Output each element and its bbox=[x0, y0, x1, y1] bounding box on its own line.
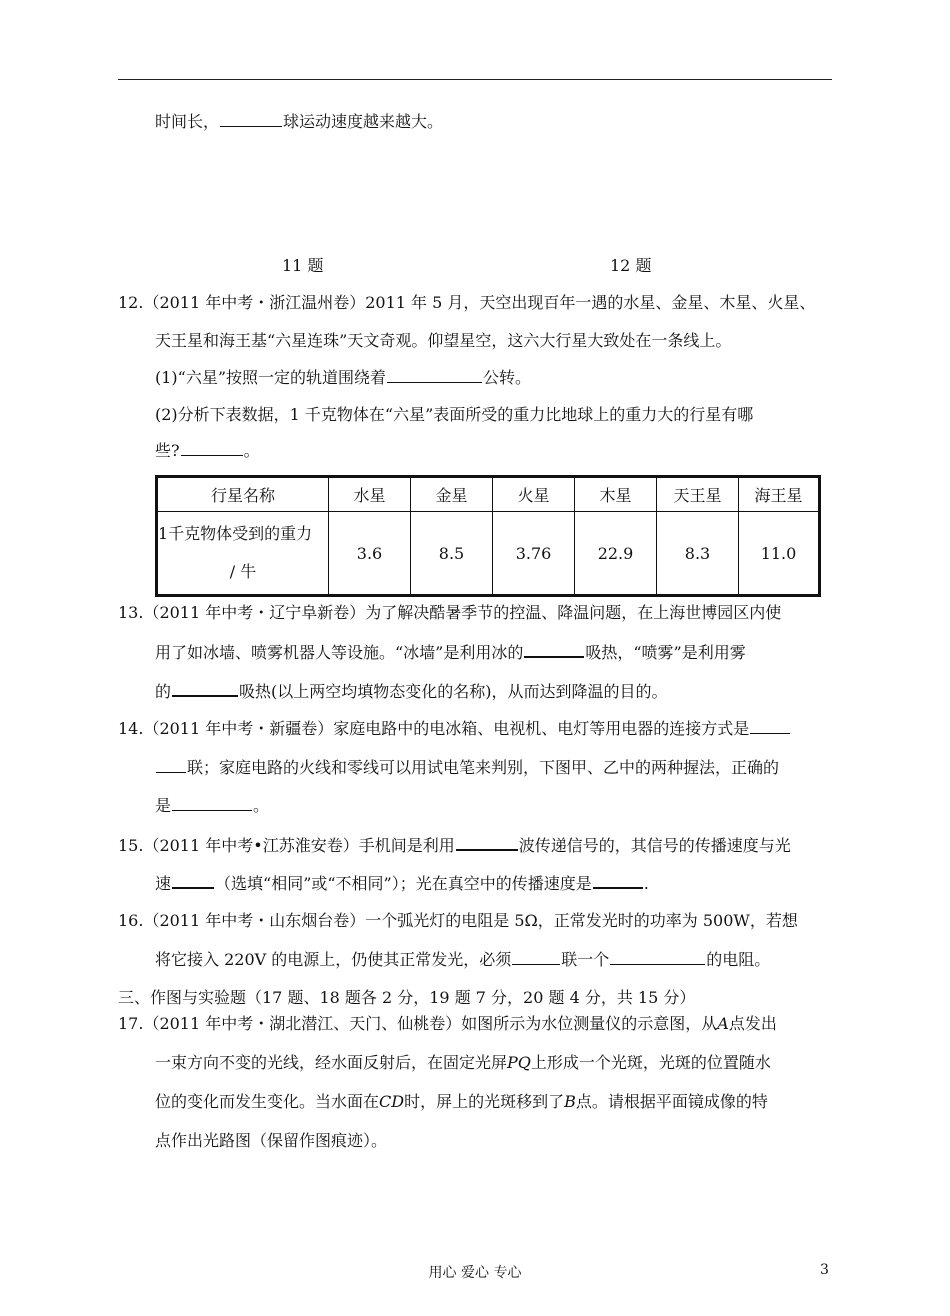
table-cell: 3.6 bbox=[329, 512, 411, 596]
table-cell: 22.9 bbox=[575, 512, 657, 596]
q17-line-1: 17.（2011 年中考・湖北潜江、天门、仙桃卷）如图所示为水位测量仪的示意图，从A点发出 bbox=[118, 1014, 777, 1033]
planet-gravity-table bbox=[155, 475, 821, 597]
q14-line-3: 是 。 bbox=[155, 796, 270, 815]
q15-line-2: 速 （选填“相同”或“不相同”）；光在真空中的传播速度是 . bbox=[155, 874, 649, 893]
table-row bbox=[157, 512, 820, 596]
answer-blank[interactable] bbox=[750, 719, 790, 734]
answer-blank[interactable] bbox=[512, 950, 560, 965]
answer-blank[interactable] bbox=[610, 950, 705, 965]
q12-part-2-line-2: 些? 。 bbox=[155, 441, 260, 460]
q17-line-3: 位的变化而发生变化。当水面在CD时，屏上的光斑移到了B点。请根据平面镜成像的特 bbox=[155, 1092, 768, 1111]
figure-caption-12: 12 题 bbox=[610, 256, 652, 275]
q17-line-4: 点作出光路图（保留作图痕迹）。 bbox=[155, 1131, 388, 1150]
answer-blank[interactable] bbox=[456, 835, 518, 851]
table-header-cell: 天王星 bbox=[657, 477, 739, 512]
table-cell: 8.3 bbox=[657, 512, 739, 596]
q12-line-1: 12.（2011 年中考・浙江温州卷）2011 年 5 月，天空出现百年一遇的水星、金星、木星、火星、 bbox=[118, 293, 816, 312]
table-header-cell: 木星 bbox=[575, 477, 657, 512]
table-header-cell: 行星名称 bbox=[157, 477, 329, 512]
q12-line-2: 天王星和海王基“六星连珠”天文奇观。仰望星空，这六大行星大致处在一条线上。 bbox=[155, 331, 732, 350]
figure-caption-11: 11 题 bbox=[282, 256, 324, 275]
table-header-row bbox=[157, 477, 820, 512]
table-row-label: 1千克物体受到的重力 / 牛 bbox=[157, 512, 329, 596]
q13-line-2: 用了如冰墙、喷雾机器人等设施。“冰墙”是利用冰的 吸热，“喷雾”是利用雾 bbox=[155, 643, 746, 662]
answer-blank[interactable] bbox=[387, 368, 482, 383]
table-header-cell: 火星 bbox=[493, 477, 575, 512]
q12-part-1: (1)“六星”按照一定的轨道围绕着 公转。 bbox=[155, 368, 532, 387]
table-header-cell: 水星 bbox=[329, 477, 411, 512]
answer-blank[interactable] bbox=[172, 796, 252, 811]
answer-blank[interactable] bbox=[593, 873, 643, 889]
q13-line-1: 13.（2011 年中考・辽宁阜新卷）为了解决酷暑季节的控温、降温问题，在上海世博园区内使 bbox=[118, 603, 782, 622]
answer-blank[interactable] bbox=[524, 642, 584, 658]
q12-part-2-line-1: (2)分析下表数据，1 千克物体在“六星”表面所受的重力比地球上的重力大的行星有哪 bbox=[155, 405, 754, 424]
q13-line-3: 的 吸热(以上两空均填物态变化的名称)，从而达到降温的目的。 bbox=[155, 682, 668, 701]
footer-motto: 用心 爱心 专心 bbox=[428, 1265, 522, 1281]
page-number: 3 bbox=[820, 1262, 829, 1278]
table-header-cell: 海王星 bbox=[739, 477, 820, 512]
header-rule bbox=[118, 79, 832, 80]
q17-line-2: 一束方向不变的光线，经水面反射后，在固定光屏PQ上形成一个光斑，光斑的位置随水 bbox=[155, 1053, 771, 1072]
section-3-heading: 三、作图与实验题（17 题、18 题各 2 分，19 题 7 分，20 题 4 分，共 15 分） bbox=[118, 988, 696, 1007]
table-cell: 8.5 bbox=[411, 512, 493, 596]
answer-blank[interactable] bbox=[172, 681, 238, 697]
q14-line-1: 14.（2011 年中考・新疆卷）家庭电路中的电冰箱、电视机、电灯等用电器的连接方式是 bbox=[118, 719, 791, 739]
q14-line-2: 联；家庭电路的火线和零线可以用试电笔来判别，下图甲、乙中的两种握法，正确的 bbox=[155, 758, 779, 778]
table-header-cell: 金星 bbox=[411, 477, 493, 512]
answer-blank[interactable] bbox=[156, 758, 186, 773]
q16-line-2: 将它接入 220V 的电源上，仍使其正常发光，必须 联一个 的电阻。 bbox=[155, 950, 771, 969]
answer-blank[interactable] bbox=[220, 112, 282, 127]
table-cell: 11.0 bbox=[739, 512, 820, 596]
continued-question-line: 时间长， 球运动速度越来越大。 bbox=[155, 112, 444, 131]
answer-blank[interactable] bbox=[172, 873, 214, 889]
answer-blank[interactable] bbox=[181, 441, 243, 456]
q16-line-1: 16.（2011 年中考・山东烟台卷）一个弧光灯的电阻是 5Ω，正常发光时的功率为 500W，若想 bbox=[118, 911, 798, 930]
q15-line-1: 15.（2011 年中考•江苏淮安卷）手机间是利用 波传递信号的，其信号的传播速度与光 bbox=[118, 836, 791, 855]
table-cell: 3.76 bbox=[493, 512, 575, 596]
